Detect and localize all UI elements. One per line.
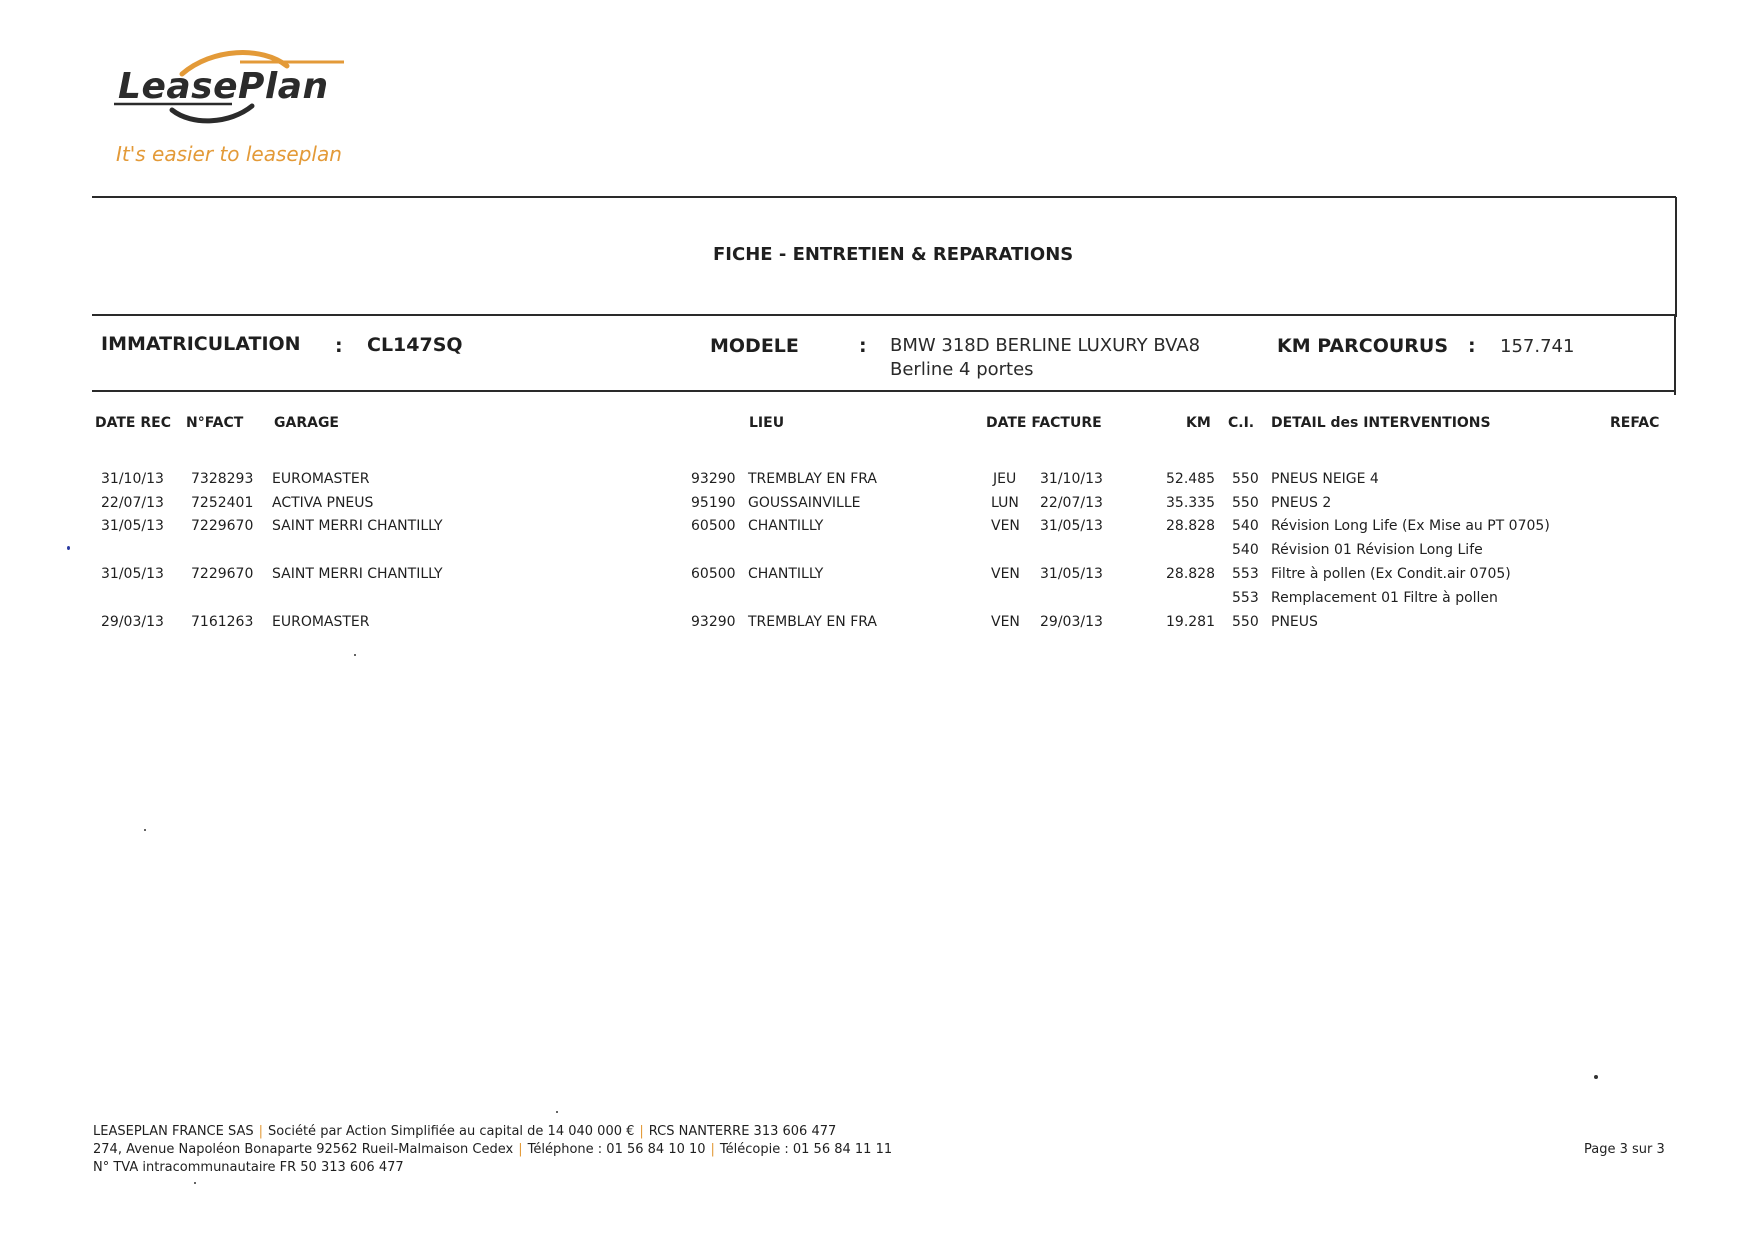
logo-tagline: It's easier to leaseplan bbox=[116, 142, 342, 166]
cell-cp: 60500 bbox=[691, 518, 736, 534]
cell-date-rec: 22/07/13 bbox=[101, 495, 164, 511]
cell-jour: LUN bbox=[991, 495, 1019, 511]
modele-value: BMW 318D BERLINE LUXURY BVA8 Berline 4 portes bbox=[890, 335, 1201, 380]
cell-lieu: CHANTILLY bbox=[748, 566, 824, 582]
cell-jour: VEN bbox=[991, 566, 1020, 582]
cell-cp: 93290 bbox=[691, 614, 736, 630]
footer-capital: Société par Action Simplifiée au capital de 14 040 000 € bbox=[268, 1124, 635, 1139]
table-row bbox=[0, 518, 1753, 538]
col-header-date-facture: DATE FACTURE bbox=[986, 415, 1102, 431]
immatriculation-label: IMMATRICULATION bbox=[101, 333, 301, 355]
document-title: FICHE - ENTRETIEN & REPARATIONS bbox=[713, 244, 1074, 265]
cell-ci: 540 bbox=[1232, 518, 1259, 534]
table-row bbox=[0, 542, 1753, 562]
km-parcourus-colon: : bbox=[1468, 335, 1476, 357]
cell-date-facture: 31/05/13 bbox=[1040, 566, 1103, 582]
page-number: Page 3 sur 3 bbox=[1584, 1142, 1665, 1157]
header-right-rule bbox=[1675, 197, 1677, 317]
table-row bbox=[0, 590, 1753, 610]
footer-line-1 bbox=[93, 1123, 892, 1141]
cell-detail: PNEUS 2 bbox=[1271, 495, 1332, 511]
cell-nfact: 7328293 bbox=[191, 471, 254, 487]
footer-line-2 bbox=[93, 1141, 892, 1159]
cell-garage: SAINT MERRI CHANTILLY bbox=[272, 566, 443, 582]
cell-garage: ACTIVA PNEUS bbox=[272, 495, 374, 511]
modele-label: MODELE bbox=[710, 335, 799, 357]
cell-lieu: TREMBLAY EN FRA bbox=[748, 471, 877, 487]
header-bottom-rule bbox=[92, 390, 1676, 392]
cell-date-facture: 31/10/13 bbox=[1040, 471, 1103, 487]
cell-detail: Filtre à pollen (Ex Condit.air 0705) bbox=[1271, 566, 1511, 582]
table-row bbox=[0, 495, 1753, 515]
cell-detail: Remplacement 01 Filtre à pollen bbox=[1271, 590, 1498, 606]
scan-speck bbox=[1594, 1075, 1598, 1079]
scan-speck bbox=[194, 1182, 196, 1184]
cell-date-rec: 29/03/13 bbox=[101, 614, 164, 630]
km-parcourus-label: KM PARCOURUS bbox=[1277, 335, 1449, 357]
cell-cp: 60500 bbox=[691, 566, 736, 582]
cell-nfact: 7229670 bbox=[191, 518, 254, 534]
cell-nfact: 7161263 bbox=[191, 614, 254, 630]
col-header-refac: REFAC bbox=[1610, 415, 1660, 431]
cell-garage: SAINT MERRI CHANTILLY bbox=[272, 518, 443, 534]
cell-detail: PNEUS bbox=[1271, 614, 1318, 630]
cell-km: 28.828 bbox=[1166, 518, 1215, 534]
col-header-km: KM bbox=[1186, 415, 1211, 431]
cell-km: 52.485 bbox=[1166, 471, 1215, 487]
footer-company: LEASEPLAN FRANCE SAS bbox=[93, 1124, 254, 1139]
cell-lieu: GOUSSAINVILLE bbox=[748, 495, 861, 511]
footer-separator: | bbox=[518, 1142, 523, 1157]
cell-ci: 550 bbox=[1232, 471, 1259, 487]
cell-jour: VEN bbox=[991, 614, 1020, 630]
cell-jour: JEU bbox=[993, 471, 1017, 487]
cell-date-facture: 31/05/13 bbox=[1040, 518, 1103, 534]
cell-km: 35.335 bbox=[1166, 495, 1215, 511]
cell-nfact: 7229670 bbox=[191, 566, 254, 582]
footer-tva: N° TVA intracommunautaire FR 50 313 606 477 bbox=[93, 1160, 404, 1175]
immatriculation-colon: : bbox=[335, 335, 343, 357]
footer-fax: Télécopie : 01 56 84 11 11 bbox=[719, 1142, 893, 1157]
table-row bbox=[0, 566, 1753, 586]
cell-garage: EUROMASTER bbox=[272, 614, 370, 630]
table-row bbox=[0, 614, 1753, 634]
cell-garage: EUROMASTER bbox=[272, 471, 370, 487]
footer-separator: | bbox=[258, 1124, 263, 1139]
immatriculation-value: CL147SQ bbox=[367, 334, 463, 356]
col-header-detail: DETAIL des INTERVENTIONS bbox=[1271, 415, 1491, 431]
cell-detail: Révision Long Life (Ex Mise au PT 0705) bbox=[1271, 518, 1550, 534]
info-right-rule bbox=[1674, 316, 1676, 395]
logo-wordmark: LeasePlan bbox=[118, 66, 329, 107]
km-parcourus-value: 157.741 bbox=[1500, 336, 1575, 357]
footer bbox=[93, 1123, 892, 1177]
cell-ci: 553 bbox=[1232, 566, 1259, 582]
col-header-date-rec: DATE REC bbox=[95, 415, 171, 431]
footer-address: 274, Avenue Napoléon Bonaparte 92562 Rueil-Malmaison Cedex bbox=[93, 1142, 514, 1157]
cell-cp: 93290 bbox=[691, 471, 736, 487]
cell-date-rec: 31/05/13 bbox=[101, 518, 164, 534]
col-header-nfact: N°FACT bbox=[186, 415, 244, 431]
header-top-rule bbox=[92, 196, 1676, 198]
cell-date-facture: 22/07/13 bbox=[1040, 495, 1103, 511]
cell-date-rec: 31/10/13 bbox=[101, 471, 164, 487]
leaseplan-logo bbox=[112, 44, 352, 164]
cell-km: 19.281 bbox=[1166, 614, 1215, 630]
modele-colon: : bbox=[859, 335, 867, 357]
footer-line-3 bbox=[93, 1159, 892, 1177]
cell-ci: 550 bbox=[1232, 614, 1259, 630]
col-header-ci: C.I. bbox=[1228, 415, 1255, 431]
footer-rcs: RCS NANTERRE 313 606 477 bbox=[648, 1124, 837, 1139]
cell-date-facture: 29/03/13 bbox=[1040, 614, 1103, 630]
cell-detail: PNEUS NEIGE 4 bbox=[1271, 471, 1379, 487]
scan-speck bbox=[556, 1111, 558, 1113]
cell-ci: 553 bbox=[1232, 590, 1259, 606]
scan-speck bbox=[354, 654, 356, 656]
cell-jour: VEN bbox=[991, 518, 1020, 534]
cell-lieu: CHANTILLY bbox=[748, 518, 824, 534]
scan-speck bbox=[144, 829, 146, 831]
cell-date-rec: 31/05/13 bbox=[101, 566, 164, 582]
footer-separator: | bbox=[639, 1124, 644, 1139]
col-header-lieu: LIEU bbox=[749, 415, 785, 431]
cell-lieu: TREMBLAY EN FRA bbox=[748, 614, 877, 630]
cell-cp: 95190 bbox=[691, 495, 736, 511]
footer-separator: | bbox=[710, 1142, 715, 1157]
header-mid-rule bbox=[92, 314, 1676, 316]
footer-phone: Téléphone : 01 56 84 10 10 bbox=[527, 1142, 706, 1157]
scan-speck bbox=[67, 546, 70, 550]
cell-km: 28.828 bbox=[1166, 566, 1215, 582]
cell-detail: Révision 01 Révision Long Life bbox=[1271, 542, 1483, 558]
table-row bbox=[0, 471, 1753, 491]
cell-nfact: 7252401 bbox=[191, 495, 254, 511]
cell-ci: 550 bbox=[1232, 495, 1259, 511]
cell-ci: 540 bbox=[1232, 542, 1259, 558]
col-header-garage: GARAGE bbox=[274, 415, 339, 431]
